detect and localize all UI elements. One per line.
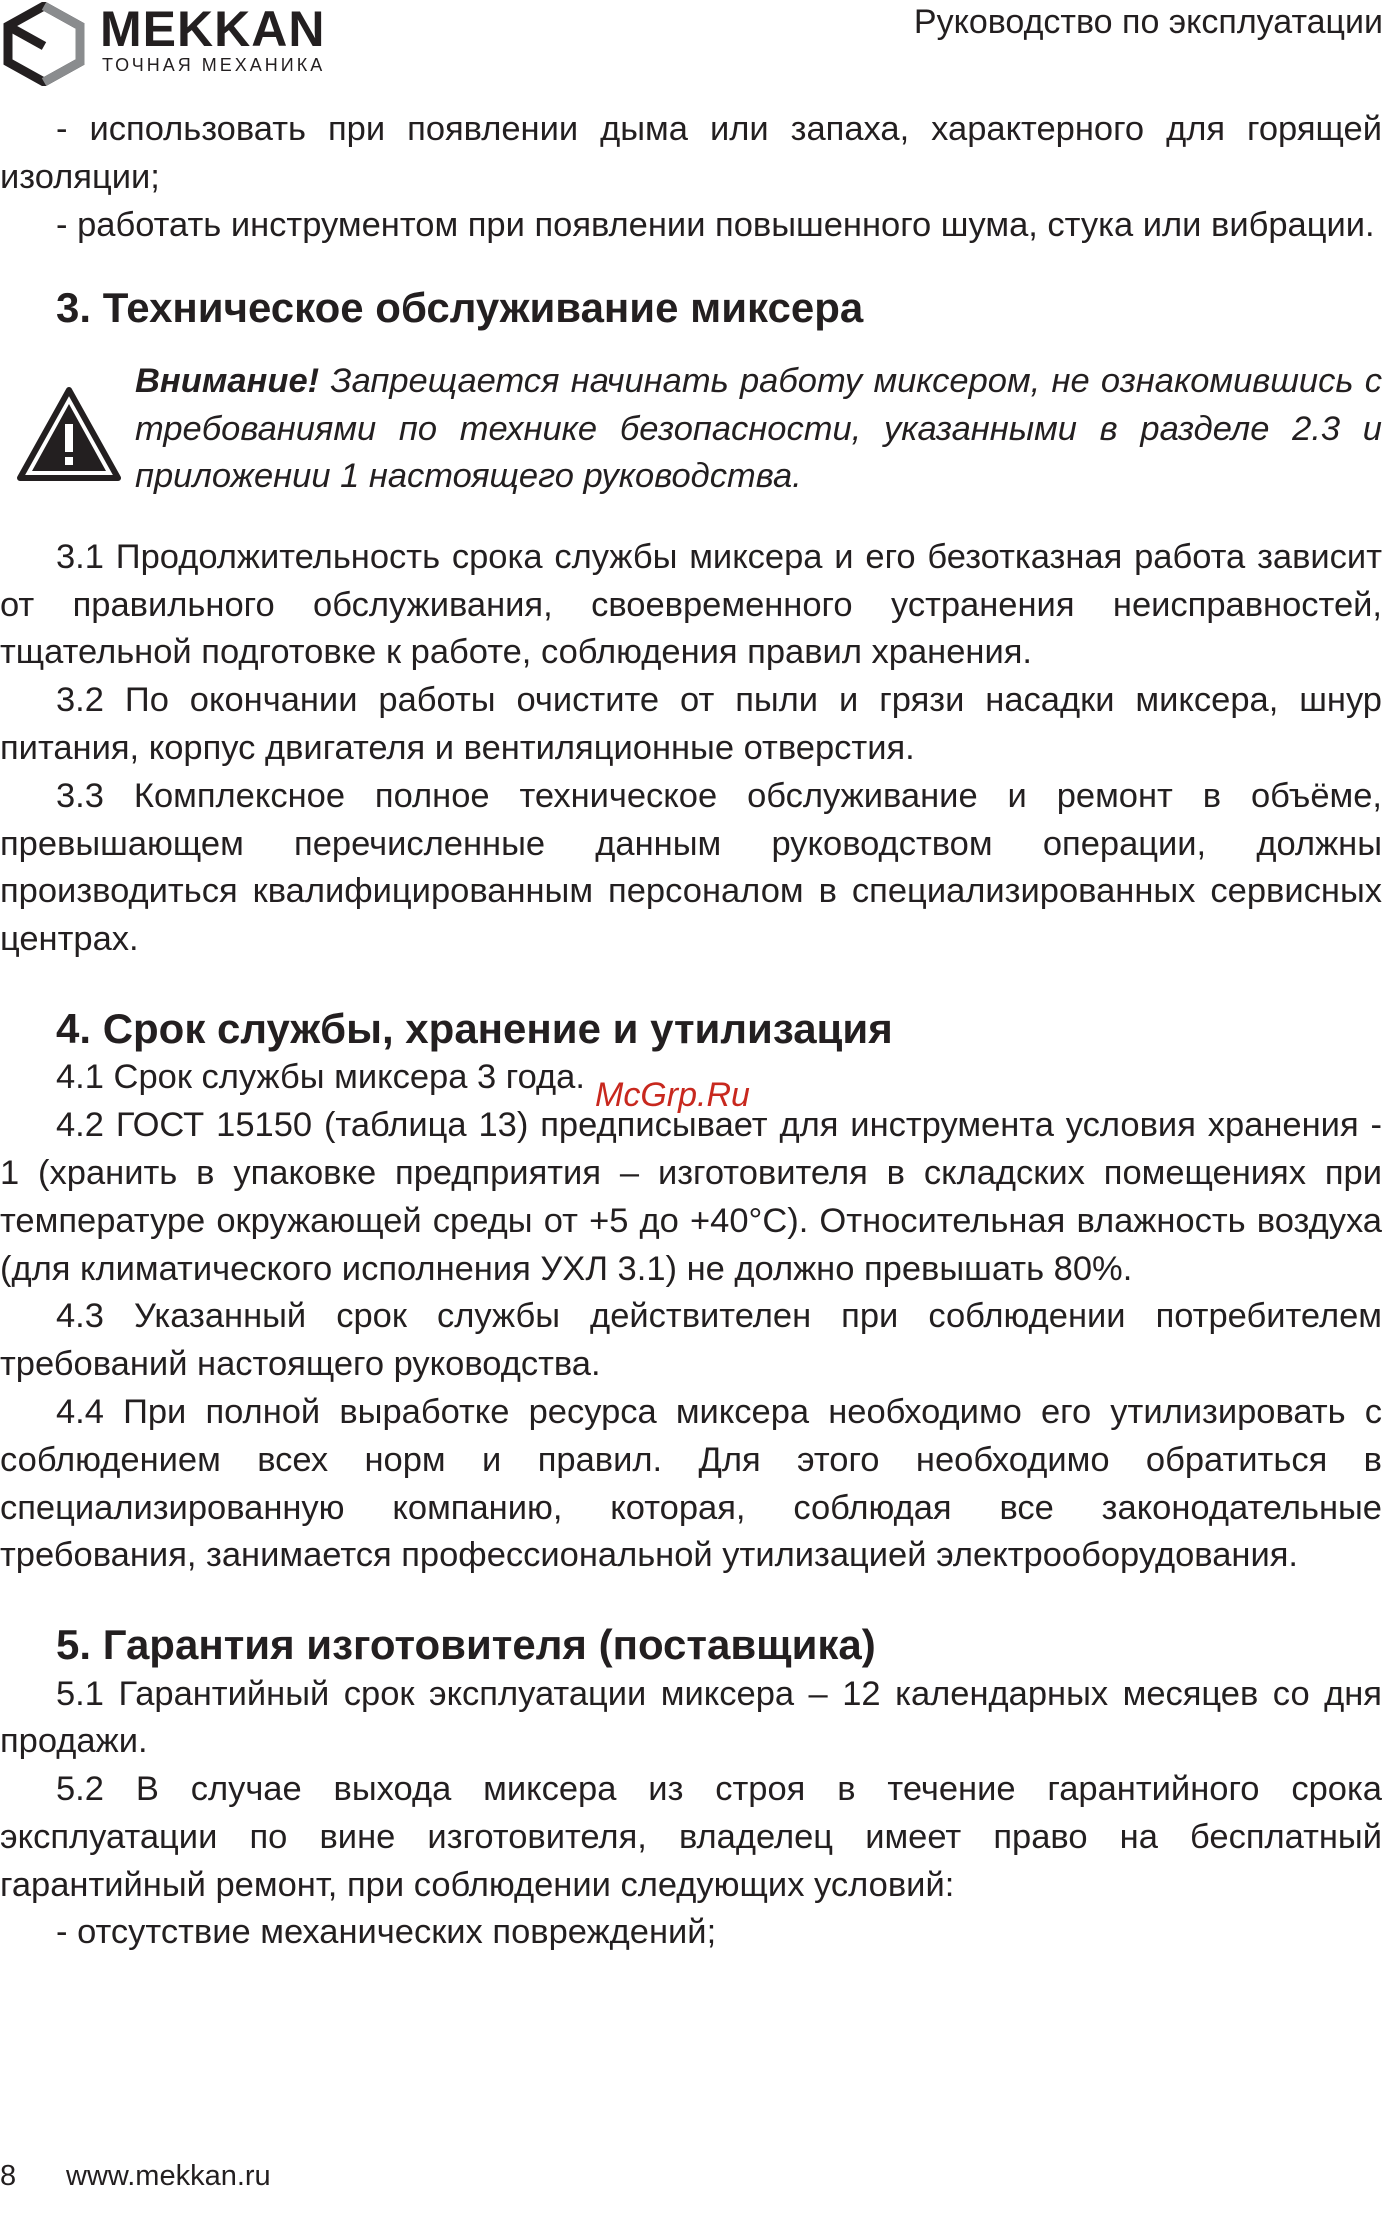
watermark-text: McGrp.Ru (595, 1076, 750, 1114)
section-3-paragraph-3: 3.3 Комплексное полное техническое обслуживание и ремонт в объёме, превышающем перечисленные данным руководством операции, должны производиться квалифицированным персоналом в специализированных сервисных центрах. (0, 776, 1382, 959)
section-4-paragraph-3: 4.3 Указанный срок службы действителен при соблюдении потребителем требований настоящего руководства. (0, 1297, 1382, 1384)
brand-tagline: ТОЧНАЯ МЕХАНИКА (102, 55, 326, 75)
section-3-heading: 3. Техническое обслуживание миксера (56, 284, 864, 332)
warning-block (0, 358, 1382, 508)
page-number: 8 (0, 2160, 17, 2192)
section-5-paragraph-3: - отсутствие механических повреждений; (56, 1913, 717, 1952)
section-4-paragraph-1: 4.1 Срок службы миксера 3 года. (56, 1058, 585, 1097)
section-4-paragraph-4: 4.4 При полной выработке ресурса миксера необходимо его утилизировать с соблюдением всех норм и правил. Для этого необходимо обратиться в специализированную компанию, которая, соблюдая все законодательные требования, занимается профессиональной утилизацией электрооборудования. (0, 1392, 1382, 1575)
website-link[interactable]: www.mekkan.ru (66, 2160, 271, 2192)
section-3-paragraph-2: 3.2 По окончании работы очистите от пыли и грязи насадки миксера, шнур питания, корпус двигателя и вентиляционные отверстия. (0, 681, 1382, 767)
intro-item-1: - использовать при появлении дыма или запаха, характерного для горящей изоляции; (0, 110, 1382, 196)
brand-name: MEKKAN (100, 1, 326, 57)
section-5-heading: 5. Гарантия изготовителя (поставщика) (56, 1621, 876, 1669)
document-title: Руководство по эксплуатации (913, 3, 1383, 41)
section-4-heading: 4. Срок службы, хранение и утилизация (56, 1004, 893, 1052)
brand-logo (0, 0, 340, 90)
warning-text: Запрещается начинать работу миксером, не ознакомившись с требованиями по технике безопасности, указанными в разделе 2.3 и приложении 1 настоящего руководства. (135, 361, 1382, 496)
warning-text-block (135, 358, 1382, 501)
warning-triangle-icon (16, 386, 122, 482)
intro-item-2: - работать инструментом при появлении повышенного шума, стука или вибрации. (56, 205, 1375, 244)
hexagon-logo-icon (2, 2, 86, 86)
section-5-paragraph-2: 5.2 В случае выхода миксера из строя в течение гарантийного срока эксплуатации по вине изготовителя, владелец имеет право на бесплатный гарантийный ремонт, при соблюдении следующих условий: (0, 1770, 1382, 1904)
section-3-paragraph-1: 3.1 Продолжительность срока службы миксера и его безотказная работа зависит от правильного обслуживания, своевременного устранения неисправностей, тщательной подготовке к работе, соблюдения правил хранения. (0, 537, 1382, 672)
page-footer (0, 2162, 271, 2191)
section-5-paragraph-1: 5.1 Гарантийный срок эксплуатации миксера – 12 календарных месяцев со дня продажи. (0, 1674, 1382, 1761)
section-4-paragraph-2: 4.2 ГОСТ 15150 (таблица 13) предписывает для инструмента условия хранения - 1 (хранить в упаковке предприятия – изготовителя в складских помещениях при температуре окружающей среды от +5 до +40°С). Относительная влажность воздуха (для климатического исполнения УХЛ 3.1) не должно превышать 80%. (0, 1106, 1382, 1288)
warning-label: Внимание! (135, 361, 320, 400)
main-content (0, 106, 1382, 1957)
